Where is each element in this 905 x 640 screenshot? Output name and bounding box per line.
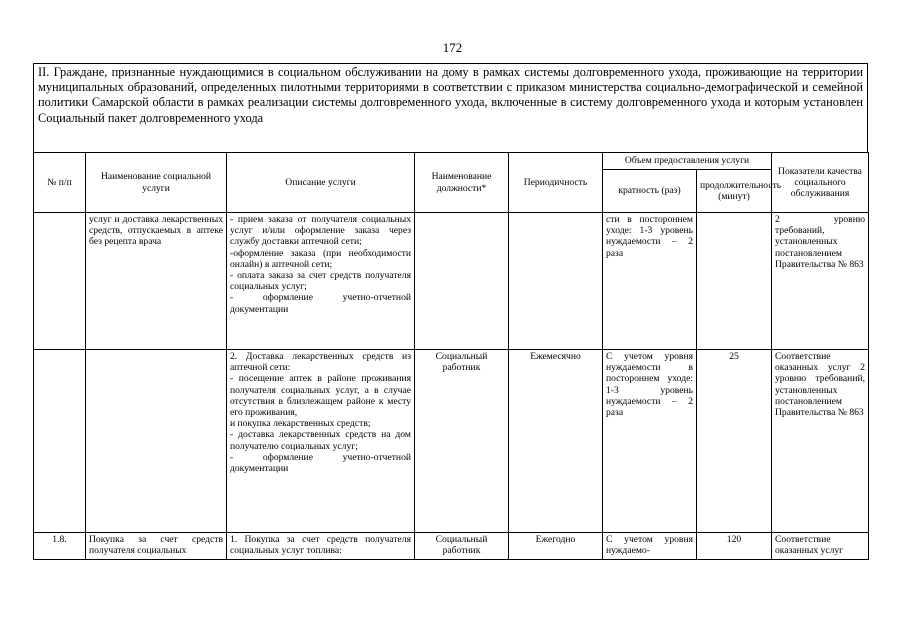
cell-description bbox=[227, 533, 415, 560]
cell-duration: 25 bbox=[697, 350, 772, 533]
section-heading: II. Граждане, признанные нуждающимися в социальном обслуживании на дому в рамках системы долговременного ухода, проживающие на территории муниципальных образований, определенных пилотными территориями в соответствии с приказом министерства социально-демографической и семейной политики Самарской области в рамках реализации системы долговременного ухода, включенные в систему долговременного ухода и которым установлен Социальный пакет долговременного ухода bbox=[33, 63, 868, 153]
header-service-name: Наименование социальной услуги bbox=[86, 153, 227, 213]
description-line: и покупка лекарственных средств; bbox=[230, 418, 371, 430]
header-num: № п/п bbox=[34, 153, 86, 213]
description-line: - прием заказа от получателя социальных услуг и/или оформление заказа через службу доставки аптечной сети; bbox=[230, 214, 411, 248]
cell-quality: Соответствие оказанных услуг 2 уровню требований, установленных постановлением Правительства № 863 bbox=[772, 350, 869, 533]
cell-position: Социальный работник bbox=[415, 533, 509, 560]
header-duration: продолжительность (минут) bbox=[697, 170, 772, 213]
cell-description bbox=[227, 350, 415, 533]
description-line: - оформление учетно-отчетной документации bbox=[230, 451, 411, 475]
services-table bbox=[33, 152, 869, 560]
cell-position bbox=[415, 213, 509, 350]
description-line: - оплата заказа за счет средств получателя социальных услуг; bbox=[230, 270, 411, 293]
table-row bbox=[34, 213, 869, 350]
header-position: Наименование должности* bbox=[415, 153, 509, 213]
cell-service-name bbox=[86, 350, 227, 533]
header-periodicity: Периодичность bbox=[509, 153, 603, 213]
table-row bbox=[34, 350, 869, 533]
page-number: 172 bbox=[442, 40, 463, 55]
cell-periodicity: Ежегодно bbox=[509, 533, 603, 560]
cell-num bbox=[34, 213, 86, 350]
cell-description bbox=[227, 213, 415, 350]
header-volume: Объем предоставления услуги bbox=[603, 153, 772, 170]
cell-periodicity: Ежемесячно bbox=[509, 350, 603, 533]
cell-service-name: Покупка за счет средств получателя социальных bbox=[86, 533, 227, 560]
cell-periodicity bbox=[509, 213, 603, 350]
description-line: -оформление заказа (при необходимости онлайн) в аптечной сети; bbox=[230, 247, 411, 270]
cell-num bbox=[34, 350, 86, 533]
cell-frequency: сти в постороннем уходе: 1-3 уровень нуждаемости – 2 раза bbox=[603, 213, 697, 350]
cell-service-name: услуг и доставка лекарственных средств, отпускаемых в аптеке без рецепта врача bbox=[86, 213, 227, 350]
description-line: - оформление учетно-отчетной документации bbox=[230, 292, 411, 315]
description-line: - доставка лекарственных средств на дом получателю социальных услуг; bbox=[230, 429, 411, 452]
description-line: 1. Покупка за счет средств получателя социальных услуг топлива: bbox=[230, 534, 411, 557]
cell-duration bbox=[697, 213, 772, 350]
cell-num: 1.8. bbox=[34, 533, 86, 560]
table-row bbox=[34, 533, 869, 560]
cell-position: Социальный работник bbox=[415, 350, 509, 533]
header-frequency: кратность (раз) bbox=[603, 170, 697, 213]
cell-frequency: С учетом уровня нуждаемо- bbox=[603, 533, 697, 560]
cell-duration: 120 bbox=[697, 533, 772, 560]
header-description: Описание услуги bbox=[227, 153, 415, 213]
header-quality: Показатели качества социального обслуживания bbox=[772, 153, 869, 213]
description-line: 2. Доставка лекарственных средств из аптечной сети: bbox=[230, 351, 411, 374]
cell-quality: 2 уровню требований, установленных постановлением Правительства № 863 bbox=[772, 213, 869, 350]
cell-quality: Соответствие оказанных услуг bbox=[772, 533, 869, 560]
description-line: - посещение аптек в районе проживания получателя социальных услуг, а в случае отсутствия в близлежащем районе к месту его проживания, bbox=[230, 373, 411, 419]
cell-frequency: С учетом уровня нуждаемости в постороннем уходе: 1-3 уровень нуждаемости – 2 раза bbox=[603, 350, 697, 533]
